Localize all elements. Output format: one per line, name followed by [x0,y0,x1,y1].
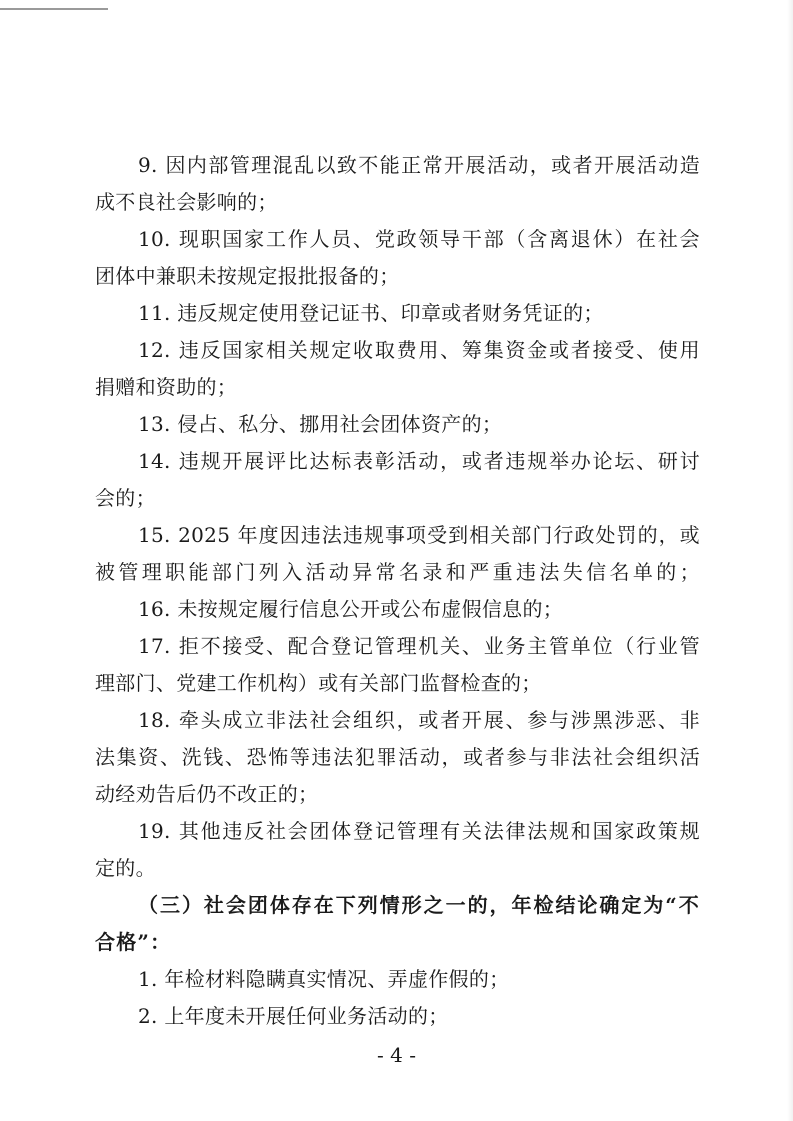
item-14-line-1: 14. 违规开展评比达标表彰活动，或者违规举办论坛、研讨 [138,449,700,473]
item-17-line-1: 17. 拒不接受、配合登记管理机关、业务主管单位（行业管 [138,634,700,658]
fail-item-1: 1. 年检材料隐瞒真实情况、弄虚作假的； [138,967,510,991]
scan-edge-shadow [787,0,793,1121]
item-18-line-3: 动经劝告后仍不改正的； [95,782,319,806]
fail-item-2: 2. 上年度未开展任何业务活动的； [138,1004,449,1028]
item-10-line-2: 团体中兼职未按规定报批报备的； [95,264,400,288]
item-14-line-2: 会的； [95,486,156,510]
item-9-line-2: 成不良社会影响的； [95,190,278,214]
item-9-line-1: 9. 因内部管理混乱以致不能正常开展活动，或者开展活动造 [138,153,700,177]
item-11: 11. 违反规定使用登记证书、印章或者财务凭证的； [138,301,604,325]
section-3-heading-line-2: 合格”： [95,930,172,954]
section-3-heading-line-1: （三）社会团体存在下列情形之一的，年检结论确定为“不 [138,893,700,917]
item-16: 16. 未按规定履行信息公开或公布虚假信息的； [138,597,564,621]
item-15-line-2: 被管理职能部门列入活动异常名录和严重违法失信名单的； [95,560,700,584]
item-17-line-2: 理部门、党建工作机构）或有关部门监督检查的； [95,671,542,695]
document-body [95,147,700,1035]
item-18-line-2: 法集资、洗钱、恐怖等违法犯罪活动，或者参与非法社会组织活 [95,745,700,769]
item-15-line-1: 15. 2025 年度因违法违规事项受到相关部门行政处罚的，或 [138,523,700,547]
scan-artifact-line [0,8,108,10]
item-19-line-2: 定的。 [95,856,156,880]
item-13: 13. 侵占、私分、挪用社会团体资产的； [138,412,503,436]
item-12-line-1: 12. 违反国家相关规定收取费用、筹集资金或者接受、使用 [138,338,700,362]
item-10-line-1: 10. 现职国家工作人员、党政领导干部（含离退休）在社会 [138,227,700,251]
item-12-line-2: 捐赠和资助的； [95,375,238,399]
item-18-line-1: 18. 牵头成立非法社会组织，或者开展、参与涉黑涉恶、非 [138,708,700,732]
item-19-line-1: 19. 其他违反社会团体登记管理有关法律法规和国家政策规 [138,819,700,843]
page-number: - 4 - [377,1043,416,1067]
